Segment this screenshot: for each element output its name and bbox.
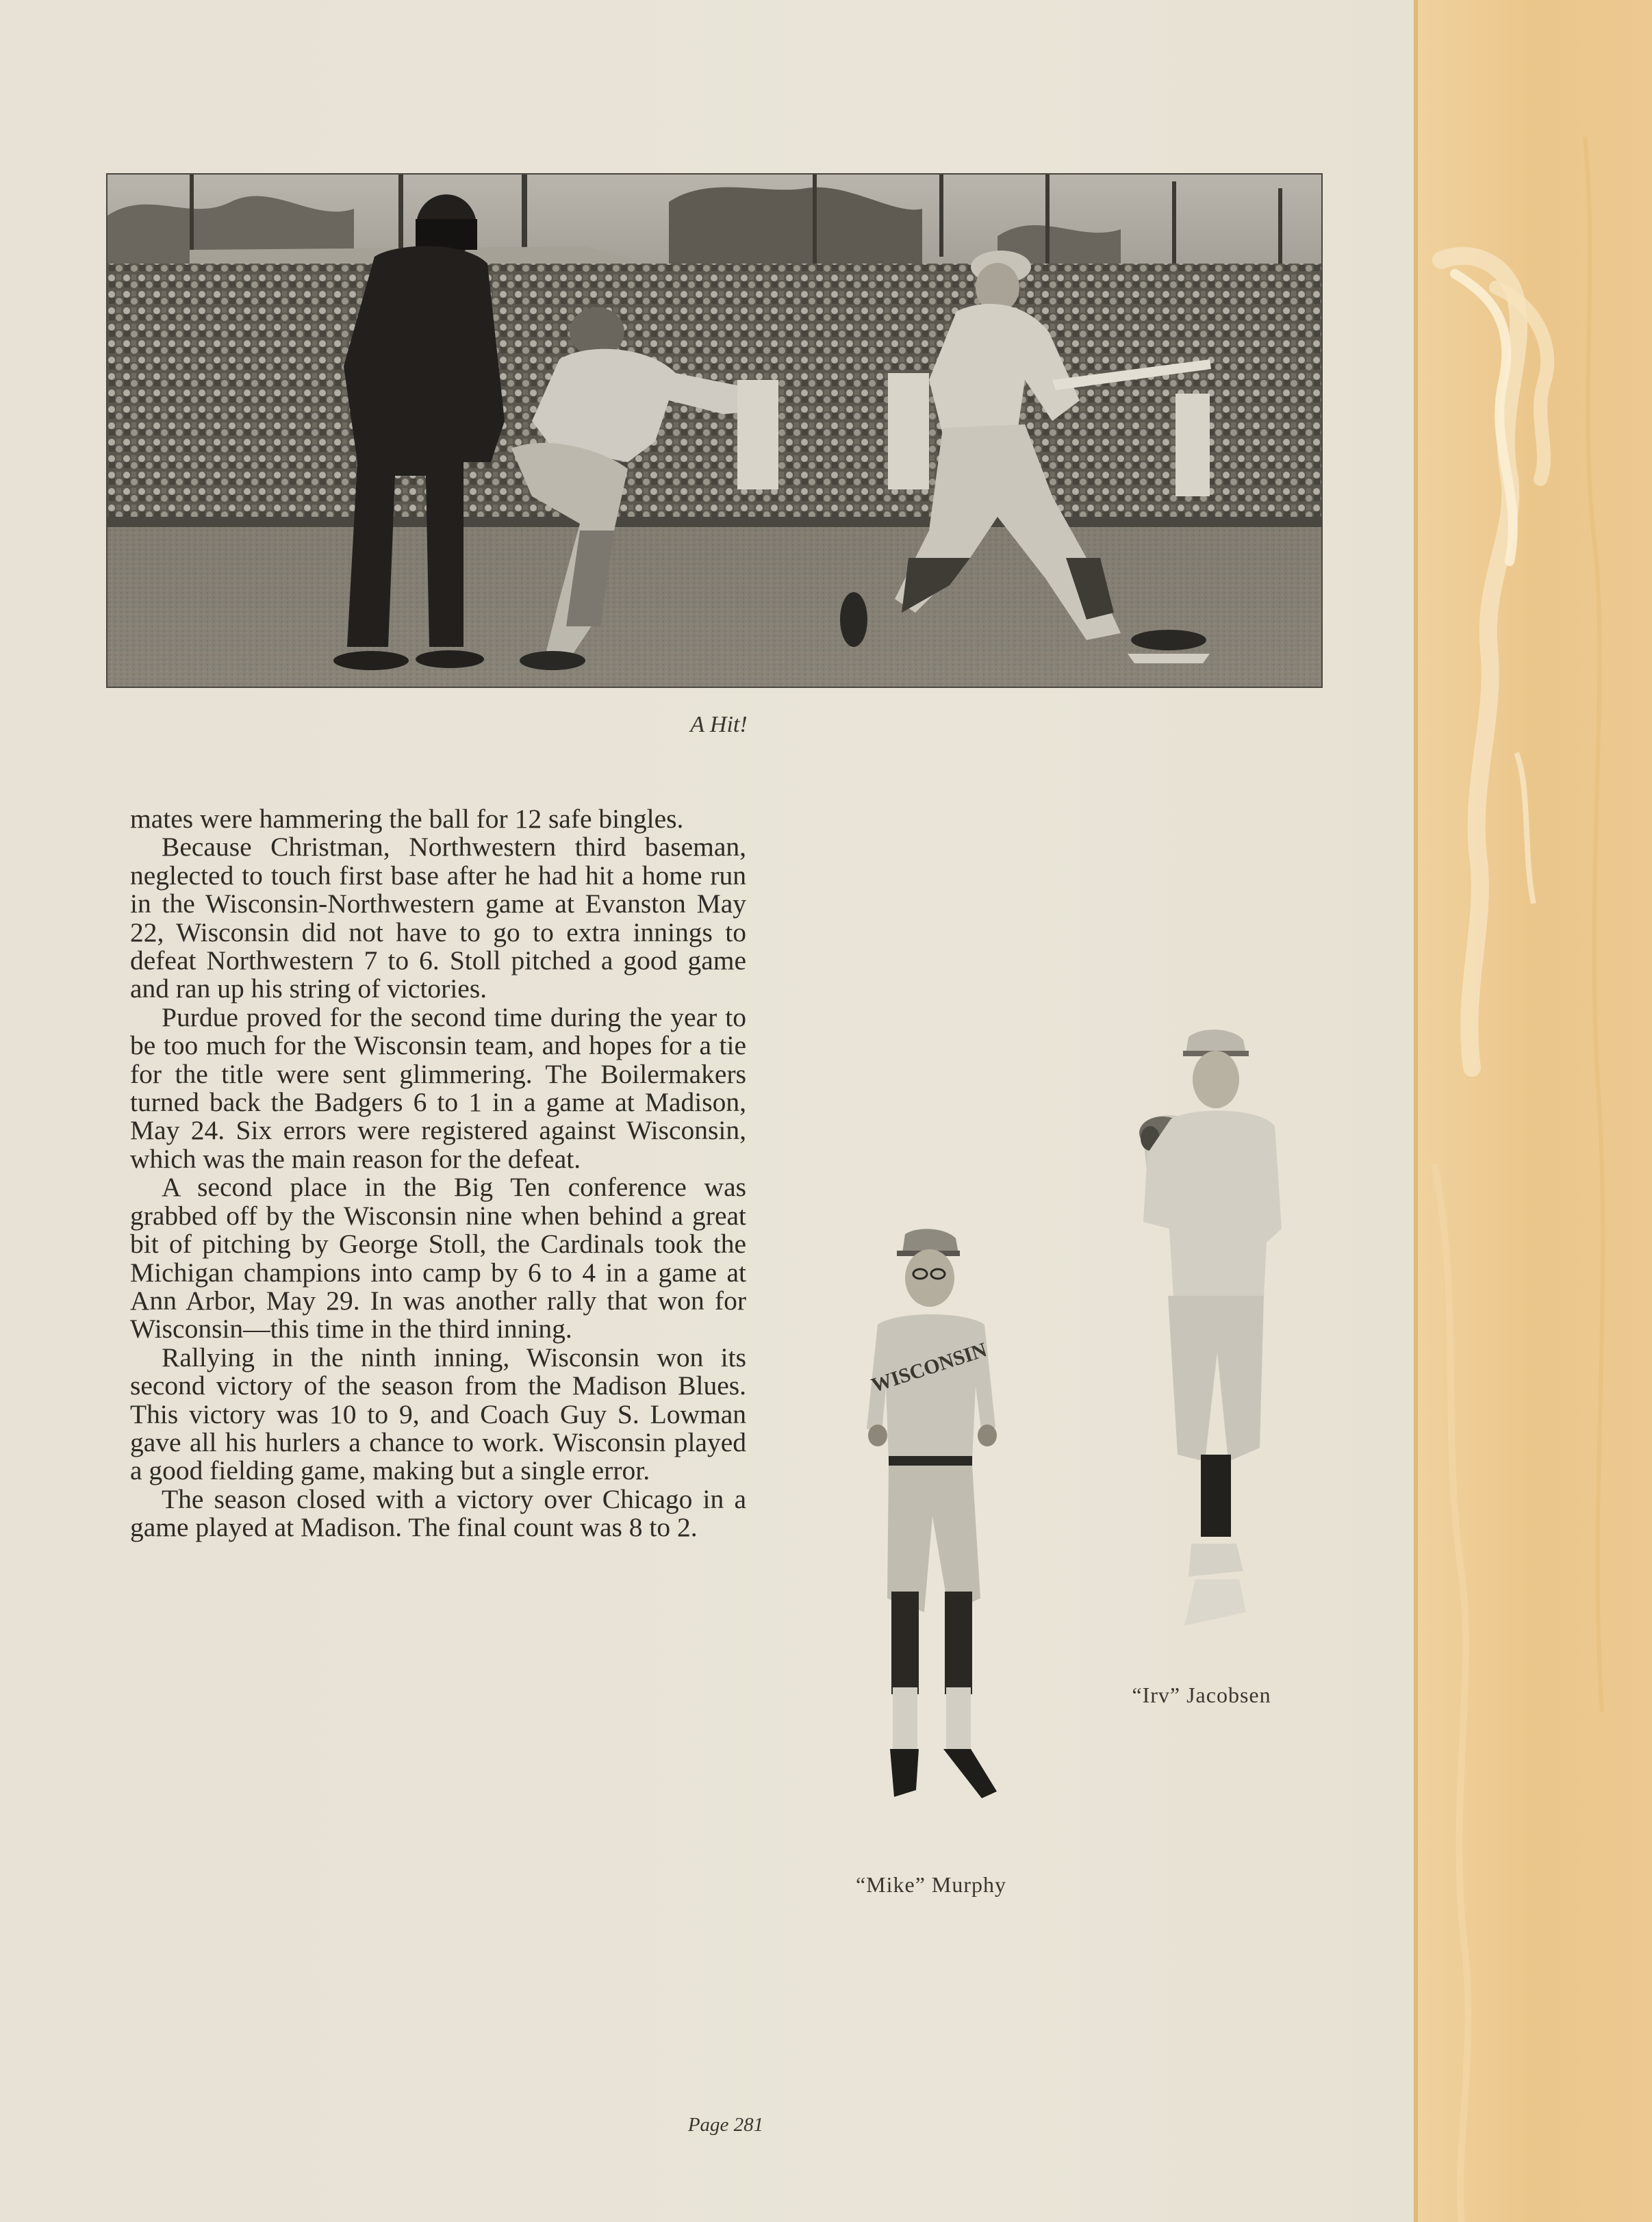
baseball-action-photo — [106, 173, 1323, 688]
player-figure-jacobsen — [1123, 1023, 1287, 1660]
batter-hitting-illustration — [107, 175, 1321, 687]
paragraph: Because Christman, Northwestern third baseman, neglected to touch first base after he had hit a home run in the Wisconsin-Northwestern game at Evanston May 22, Wisconsin did not have to go to extra innings to defeat Northwestern 7 to 6. Stoll pitched a good game and ran up his string of victories. — [130, 832, 746, 1004]
paragraph: The season closed with a victory over Chicago in a game played at Madison. The final count was 8 to 2. — [130, 1483, 746, 1543]
paragraph: Purdue proved for the second time during the year to be too much for the Wisconsin team, and hopes for a tie for the title were sent glimmering. The Boilermakers turned back the Badgers 6 to 1 in a game at Madison, May 24. Six errors were registered against Wisconsin, which was the main reason for the defeat. — [130, 1001, 746, 1174]
paragraph: Rallying in the ninth inning, Wisconsin won its second victory of the season from the Madison Blues. This victory was 10 to 9, and Coach Guy S. Lowman gave all his hurlers a chance to work. Wisconsin played a good fielding game, making but a single error. — [130, 1342, 746, 1486]
player-photo-jacobsen — [1123, 1023, 1287, 1660]
player-caption-murphy: “Mike” Murphy — [855, 1872, 1007, 1897]
article-body — [130, 805, 746, 1542]
player-figure-murphy — [828, 1229, 1034, 1852]
player-caption-jacobsen: “Irv” Jacobsen — [1132, 1683, 1271, 1707]
jersey-lettering: WISCONSIN — [868, 1338, 990, 1397]
border-ornament — [1414, 0, 1652, 2222]
paragraph: A second place in the Big Ten conference was grabbed off by the Wisconsin nine when behind a great bit of pitching by George Stoll, the Cardinals took the Michigan champions into camp by 6 to 4 in a game at Ann Arbor, May 29. In was another rally that won for Wisconsin—this time in the third inning. — [130, 1172, 746, 1344]
paragraph: mates were hammering the ball for 12 safe bingles. — [130, 804, 684, 834]
page-number: Page 281 — [687, 2114, 764, 2136]
player-photo-murphy — [828, 1229, 1034, 1852]
photo-caption: A Hit! — [690, 712, 748, 737]
decorative-border — [1414, 0, 1652, 2222]
